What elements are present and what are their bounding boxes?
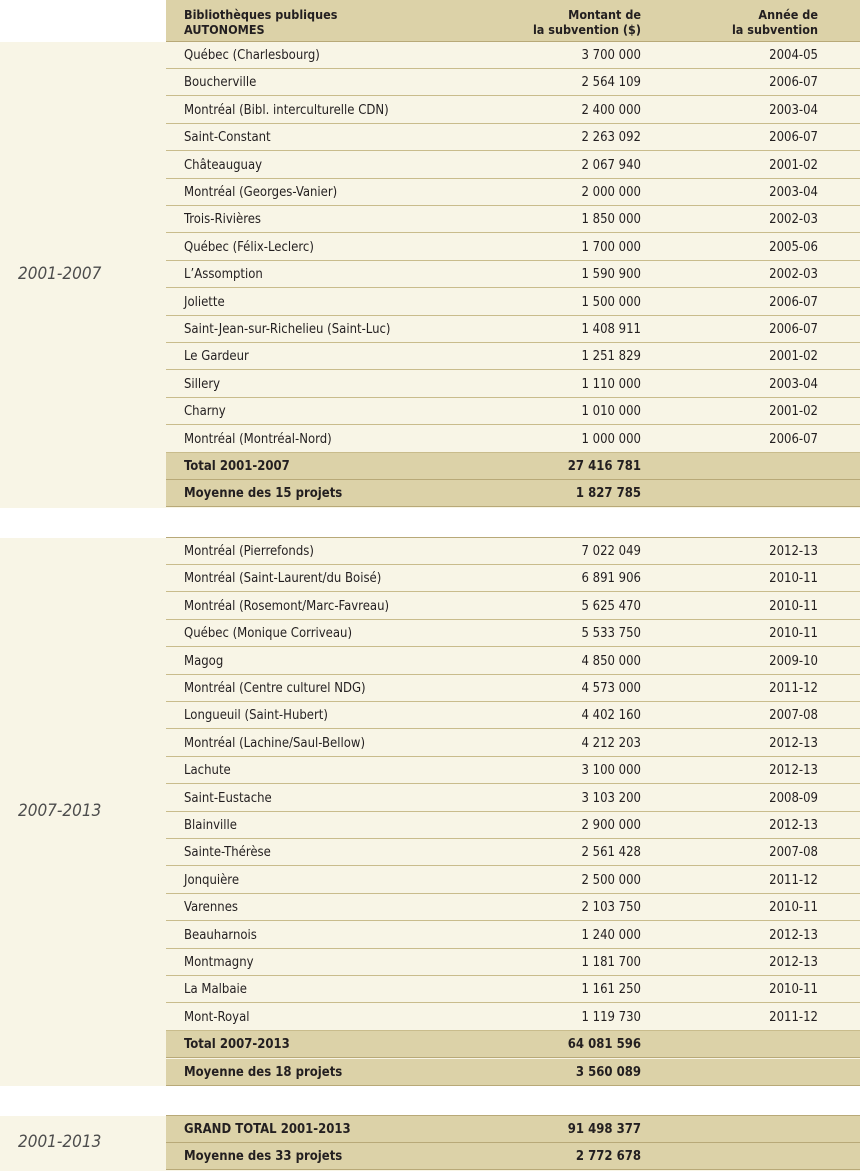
library-name: Montréal (Saint-Laurent/du Boisé) [184, 571, 382, 587]
subsidy-year: 2002-03 [769, 267, 818, 283]
subsidy-year: 2003-04 [769, 376, 818, 392]
library-name: Montréal (Lachine/Saul-Bellow) [184, 735, 366, 751]
subsidy-year: 2010-11 [769, 571, 818, 587]
subsidy-year: 2003-04 [769, 185, 818, 200]
total-amount: 27 416 781 [567, 459, 641, 474]
subsidy-amount: 1 700 000 [581, 239, 641, 255]
subsidy-amount: 1 850 000 [581, 212, 641, 228]
table-row [166, 234, 860, 261]
subsidy-year: 2011-12 [769, 681, 818, 696]
table-row [166, 316, 860, 343]
subsidy-amount: 1 590 900 [581, 267, 641, 283]
subsidy-year: 2002-03 [769, 212, 818, 228]
subsidy-amount: 1 000 000 [581, 431, 641, 447]
subsidy-amount: 2 400 000 [581, 102, 641, 118]
library-name: Montréal (Bibl. interculturelle CDN) [184, 102, 389, 118]
table-row [166, 343, 860, 370]
subsidy-amount: 4 850 000 [581, 653, 641, 669]
library-name: Châteauguay [184, 157, 263, 173]
library-name: Joliette [184, 294, 225, 310]
subsidy-amount: 1 251 829 [581, 349, 641, 365]
table-row [166, 261, 860, 288]
subsidy-year: 2012-13 [769, 818, 818, 833]
header-libraries [184, 7, 337, 37]
library-name: Québec (Charlesbourg) [184, 48, 320, 63]
library-name: Montréal (Rosemont/Marc-Favreau) [184, 598, 390, 614]
library-name: Saint-Eustache [184, 790, 272, 806]
table-row [166, 97, 860, 124]
library-name: Varennes [184, 900, 238, 916]
header-year-line1: Année de [758, 7, 818, 22]
subsidy-amount: 2 564 109 [581, 75, 641, 91]
table-row [166, 702, 860, 729]
library-name: Lachute [184, 763, 231, 779]
subsidy-amount: 1 240 000 [581, 927, 641, 943]
table-row [166, 620, 860, 647]
library-name: Beauharnois [184, 927, 257, 943]
subsidy-amount: 2 561 428 [581, 845, 641, 861]
subsidy-year: 2004-05 [769, 48, 818, 63]
table-row [166, 371, 860, 398]
subsidy-amount: 7 022 049 [581, 544, 641, 559]
library-name: Trois-Rivières [184, 212, 262, 228]
total-label: Total 2001-2007 [184, 459, 290, 474]
subsidy-year: 2007-08 [769, 708, 818, 724]
subsidy-amount: 3 103 200 [581, 790, 641, 806]
table-row [166, 206, 860, 233]
library-name: La Malbaie [184, 982, 247, 998]
subsidy-year: 2007-08 [769, 845, 818, 861]
table-row [166, 894, 860, 921]
table-row [166, 42, 860, 69]
subsidy-year: 2010-11 [769, 982, 818, 998]
subsidy-year: 2006-07 [769, 322, 818, 337]
total-row [166, 1116, 860, 1143]
subsidy-year: 2012-13 [769, 544, 818, 559]
subsidy-year: 2012-13 [769, 763, 818, 779]
subsidy-year: 2001-02 [769, 157, 818, 173]
total-label: GRAND TOTAL 2001-2013 [184, 1122, 351, 1137]
table-row [166, 867, 860, 894]
table-row [166, 785, 860, 812]
subsidy-year: 2011-12 [769, 872, 818, 888]
subsidy-amount: 5 625 470 [581, 598, 641, 614]
header-libraries-line1: Bibliothèques publiques [184, 7, 338, 22]
total-amount: 1 827 785 [575, 486, 641, 502]
subsidy-amount: 1 110 000 [581, 376, 641, 392]
library-name: Sainte-Thérèse [184, 845, 271, 861]
subsidy-year: 2005-06 [769, 239, 818, 255]
total-amount: 91 498 377 [567, 1122, 641, 1137]
subsidy-year: 2009-10 [769, 653, 818, 669]
total-amount: 3 560 089 [575, 1064, 641, 1080]
subsidy-year: 2012-13 [769, 955, 818, 970]
library-name: Sillery [184, 376, 221, 392]
table-row [166, 179, 860, 206]
subsidy-year: 2003-04 [769, 102, 818, 118]
library-name: Longueuil (Saint-Hubert) [184, 708, 328, 724]
subsidy-amount: 2 000 000 [581, 185, 641, 200]
table-row [166, 289, 860, 316]
total-amount: 2 772 678 [575, 1149, 641, 1165]
library-name: Montréal (Centre culturel NDG) [184, 681, 366, 696]
library-name: Montréal (Pierrefonds) [184, 544, 314, 559]
header-amount [533, 7, 641, 37]
table-row [166, 1004, 860, 1031]
table-row [166, 426, 860, 453]
table-row [166, 398, 860, 425]
subsidy-amount: 1 161 250 [581, 982, 641, 998]
table-row [166, 152, 860, 179]
subsidy-amount: 1 181 700 [581, 955, 641, 970]
subsidy-amount: 6 891 906 [581, 571, 641, 587]
subsidy-year: 2010-11 [769, 900, 818, 916]
table-row [166, 812, 860, 839]
subsidy-amount: 2 103 750 [581, 900, 641, 916]
subsidy-amount: 2 263 092 [581, 130, 641, 146]
table-row [166, 538, 860, 565]
library-name: Boucherville [184, 75, 257, 91]
table-row [166, 976, 860, 1003]
library-name: Jonquière [184, 872, 240, 888]
table-row [166, 949, 860, 976]
subsidy-year: 2012-13 [769, 735, 818, 751]
total-row [166, 1031, 860, 1058]
library-name: Montréal (Georges-Vanier) [184, 185, 338, 200]
table-row [166, 839, 860, 866]
subsidy-amount: 1 500 000 [581, 294, 641, 310]
total-label: Total 2007-2013 [184, 1037, 290, 1053]
library-name: L’Assomption [184, 267, 263, 283]
subsidy-amount: 3 700 000 [581, 48, 641, 63]
subsidy-amount: 4 402 160 [581, 708, 641, 724]
total-row [166, 480, 860, 507]
period-label: 2007-2013 [18, 801, 102, 821]
subsidy-year: 2001-02 [769, 404, 818, 420]
subsidy-amount: 1 010 000 [581, 404, 641, 420]
subsidy-year: 2001-02 [769, 349, 818, 365]
table-row [166, 565, 860, 592]
subsidy-amount: 5 533 750 [581, 626, 641, 642]
total-row [166, 1059, 860, 1086]
library-name: Montréal (Montréal-Nord) [184, 431, 332, 447]
subsidy-amount: 2 900 000 [581, 818, 641, 833]
period-label: 2001-2013 [18, 1132, 102, 1153]
library-name: Montmagny [184, 955, 254, 970]
subsidy-amount: 2 500 000 [581, 872, 641, 888]
subsidy-amount: 4 212 203 [581, 735, 641, 751]
total-row [166, 1143, 860, 1170]
subsidy-year: 2006-07 [769, 431, 818, 447]
library-name: Québec (Félix-Leclerc) [184, 239, 314, 255]
subsidy-amount: 3 100 000 [581, 763, 641, 779]
subsidy-year: 2006-07 [769, 75, 818, 91]
total-label: Moyenne des 18 projets [184, 1064, 343, 1080]
subsidy-year: 2011-12 [769, 1009, 818, 1025]
table-header [166, 0, 860, 41]
library-name: Mont-Royal [184, 1009, 250, 1025]
library-name: Magog [184, 653, 224, 669]
table-row [166, 730, 860, 757]
header-amount-line1: Montant de [568, 7, 641, 22]
subsidy-amount: 4 573 000 [581, 681, 641, 696]
library-name: Blainville [184, 818, 237, 833]
library-name: Charny [184, 404, 226, 420]
subsidy-year: 2010-11 [769, 626, 818, 642]
period-label: 2001-2007 [18, 263, 102, 284]
library-name: Québec (Monique Corriveau) [184, 626, 353, 642]
subsidy-year: 2010-11 [769, 598, 818, 614]
subsidy-year: 2012-13 [769, 927, 818, 943]
total-row [166, 453, 860, 480]
table-row [166, 593, 860, 620]
header-year [732, 7, 818, 37]
subsidy-amount: 2 067 940 [581, 157, 641, 173]
library-name: Saint-Jean-sur-Richelieu (Saint-Luc) [184, 322, 391, 337]
subsidy-year: 2006-07 [769, 130, 818, 146]
subsidy-year: 2008-09 [769, 790, 818, 806]
table-row [166, 124, 860, 151]
total-amount: 64 081 596 [567, 1037, 641, 1053]
total-label: Moyenne des 33 projets [184, 1149, 343, 1165]
library-name: Le Gardeur [184, 349, 249, 365]
library-name: Saint-Constant [184, 130, 271, 146]
subsidy-amount: 1 119 730 [581, 1009, 641, 1025]
table-row [166, 69, 860, 96]
table-row [166, 922, 860, 949]
subsidy-amount: 1 408 911 [581, 322, 641, 337]
table-row [166, 757, 860, 784]
total-label: Moyenne des 15 projets [184, 486, 343, 502]
header-libraries-line2: AUTONOMES [184, 22, 265, 37]
header-amount-line2: la subvention ($) [532, 22, 641, 37]
subsidy-year: 2006-07 [769, 294, 818, 310]
table-row [166, 648, 860, 675]
header-year-line2: la subvention [731, 22, 818, 37]
table-row [166, 675, 860, 702]
